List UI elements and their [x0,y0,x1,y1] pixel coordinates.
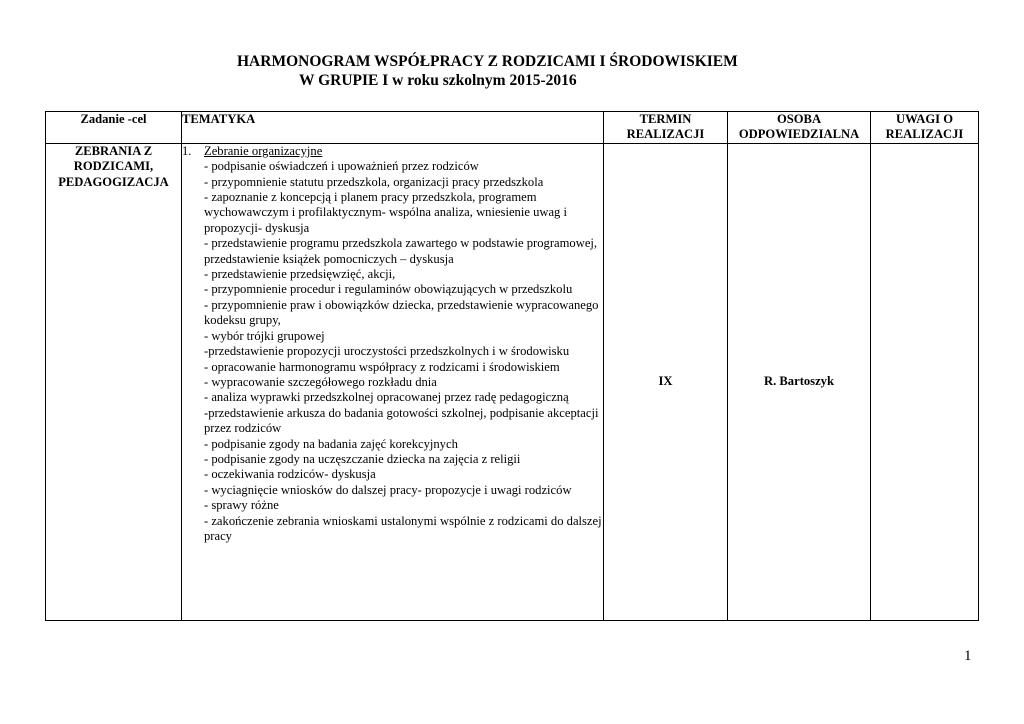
list-item: - podpisanie zgody na badania zajęć korekcyjnych [204,436,458,451]
header-notes: UWAGI O REALIZACJI [871,112,979,144]
list-item: - przypomnienie procedur i regulaminów obowiązujących w przedszkolu [204,282,573,297]
list-item: - wybór trójki grupowej [204,328,325,343]
list-item: - podpisanie oświadczeń i upoważnień przez rodziców [204,159,479,174]
list-item: - zapoznanie z koncepcją i planem pracy przedszkola, programem wychowawczym i profilaktycznym- wspólna analiza, wniesienie uwag i propozycji- dyskusja [204,190,567,235]
page-number: 1 [964,648,972,664]
list-item: - opracowanie harmonogramu współpracy z rodzicami i środowiskiem [204,359,560,374]
cell-term: IX [604,143,728,620]
table-row [46,143,979,620]
list-item: - przypomnienie statutu przedszkola, organizacji pracy przedszkola [204,174,544,189]
topic-heading [182,144,603,159]
header-term: TERMIN REALIZACJI [604,112,728,144]
schedule-table [45,111,979,621]
cell-topics [182,143,604,620]
list-item: - przedstawienie programu przedszkola zawartego w podstawie programowej, przedstawienie książek pomocniczych – dyskusja [204,236,598,266]
header-task: Zadanie -cel [46,112,182,144]
list-item: - wypracowanie szczegółowego rozkładu dnia [204,374,437,389]
topic-items-list [182,159,603,544]
list-item: - wyciagnięcie wniosków do dalszej pracy- propozycje i uwagi rodziców [204,482,572,497]
title-line-2: W GRUPIE I w roku szkolnym 2015-2016 [299,72,577,89]
list-item: -przedstawienie propozycji uroczystości przedszkolnych i w środowisku [204,344,570,359]
list-item: - analiza wyprawki przedszkolnej opracowanej przez radę pedagogiczną [204,390,569,405]
list-item: - podpisanie zgody na uczęszczanie dziecka na zajęcia z religii [204,451,521,466]
title-line-1: HARMONOGRAM WSPÓŁPRACY Z RODZICAMI I ŚRODOWISKIEM [237,53,738,70]
cell-task: ZEBRANIA Z RODZICAMI, PEDAGOGIZACJA [46,143,182,620]
list-item: - oczekiwania rodziców- dyskusja [204,467,376,482]
header-person: OSOBA ODPOWIEDZIALNA [728,112,871,144]
topic-number: 1. [182,143,192,158]
topic-heading-text: Zebranie organizacyjne [204,143,323,158]
list-item: -przedstawienie arkusza do badania gotowości szkolnej, podpisanie akceptacji przez rodziców [204,405,599,436]
list-item: - zakończenie zebrania wnioskami ustalonymi wspólnie z rodzicami do dalszej pracy [204,513,602,543]
list-item: - przypomnienie praw i obowiązków dziecka, przedstawienie wypracowanego kodeksu grupy, [204,297,599,328]
list-item: - sprawy różne [204,498,279,513]
cell-person: R. Bartoszyk [728,143,871,620]
table-header-row [46,112,979,144]
list-item: - przedstawienie przedsięwzięć, akcji, [204,267,396,282]
header-topic: TEMATYKA [182,112,604,144]
cell-notes [871,143,979,620]
